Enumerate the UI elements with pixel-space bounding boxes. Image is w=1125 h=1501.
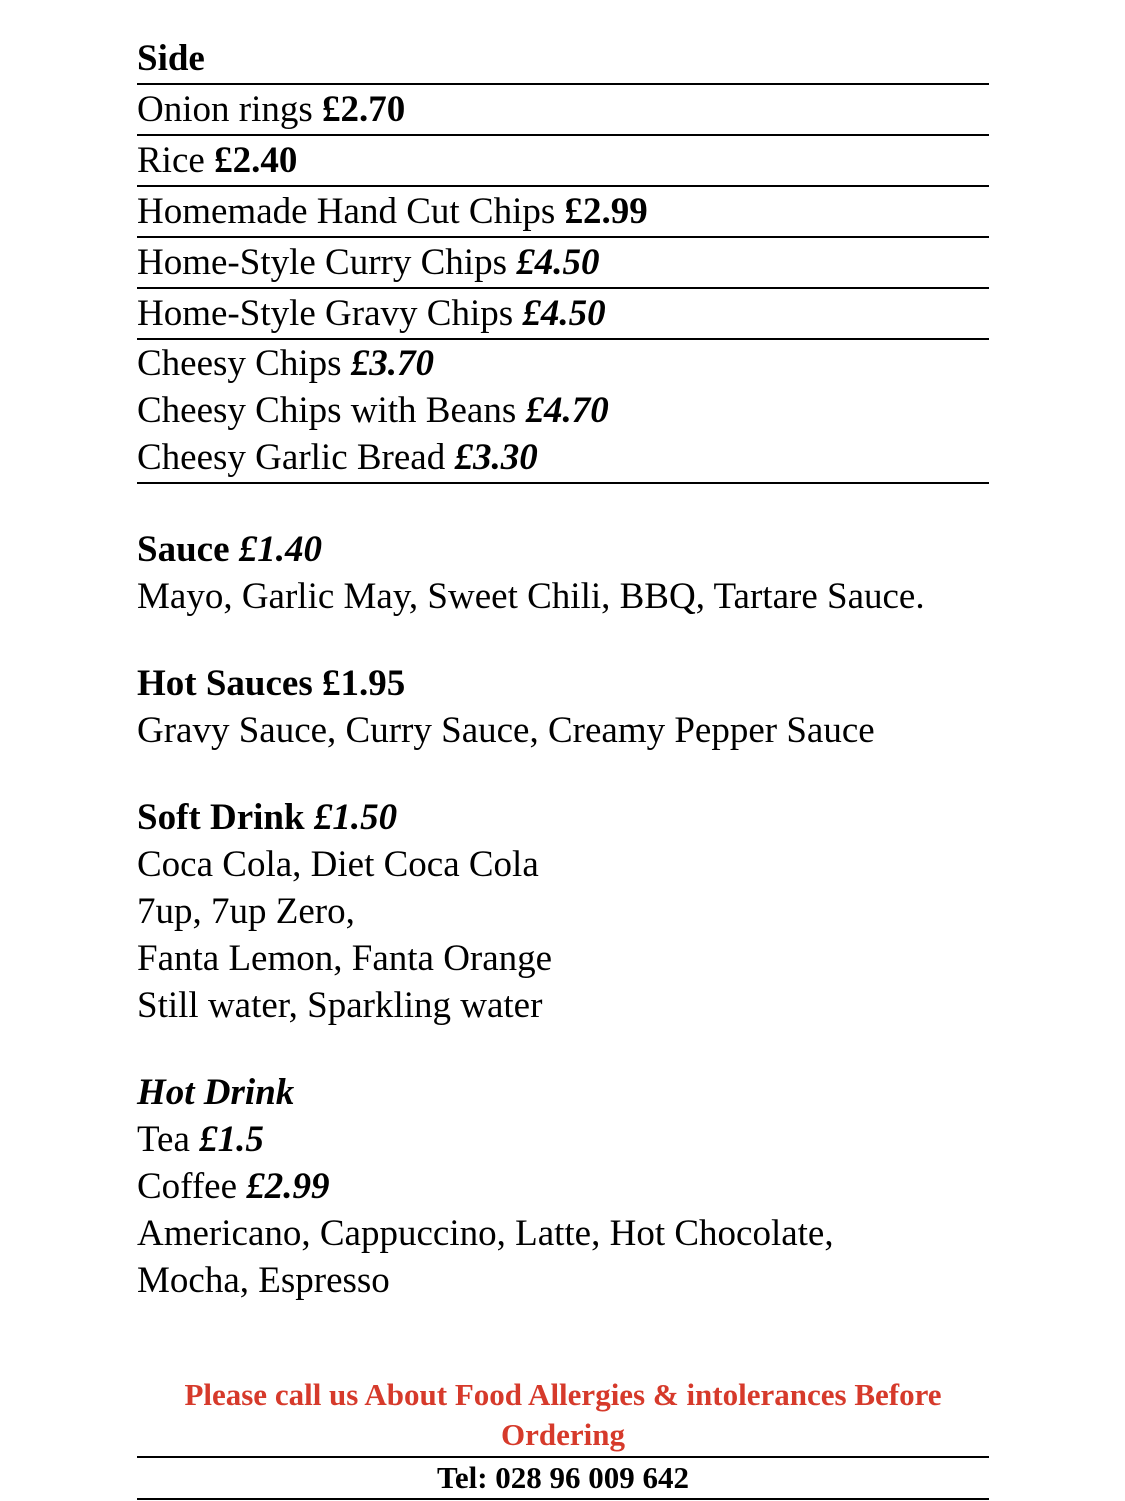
side-section-title: Side	[137, 34, 989, 85]
soft-drink-line: Fanta Lemon, Fanta Orange	[137, 938, 553, 979]
item-price: £3.30	[454, 437, 538, 478]
sauce-options: Mayo, Garlic May, Sweet Chili, BBQ, Tartare Sauce.	[137, 576, 925, 617]
sauce-title-text: Sauce	[137, 529, 230, 570]
phone-number[interactable]: Tel: 028 96 009 642	[137, 1456, 989, 1500]
side-item	[137, 187, 989, 238]
soft-drink-price: £1.50	[313, 797, 398, 838]
item-name: Home-Style Curry Chips	[137, 242, 507, 283]
menu-page	[137, 34, 989, 1304]
tea-price: £1.5	[199, 1119, 264, 1160]
allergy-notice: Please call us About Food Allergies & intolerances Before Ordering	[184, 1377, 942, 1452]
item-name: Cheesy Garlic Bread	[137, 437, 446, 478]
item-price: £4.50	[522, 293, 606, 334]
hot-drink-section-title: Hot Drink	[137, 1072, 295, 1113]
coffee-types-line: Americano, Cappuccino, Latte, Hot Chocolate,	[137, 1213, 834, 1254]
side-item	[137, 434, 989, 484]
sauce-price: £1.40	[238, 529, 322, 570]
item-name: Onion rings	[137, 89, 313, 130]
soft-drink-section-title	[137, 794, 989, 841]
coffee-price: £2.99	[246, 1166, 330, 1207]
hot-sauces-section-title: Hot Sauces £1.95	[137, 663, 406, 704]
soft-drink-line: 7up, 7up Zero,	[137, 891, 355, 932]
side-item	[137, 289, 989, 340]
item-price: £4.70	[525, 390, 609, 431]
coffee-item	[137, 1163, 989, 1210]
hot-sauces-options: Gravy Sauce, Curry Sauce, Creamy Pepper Sauce	[137, 710, 875, 751]
tea-item	[137, 1116, 989, 1163]
tea-label: Tea	[137, 1119, 190, 1160]
item-price: £2.99	[564, 191, 648, 232]
item-name: Home-Style Gravy Chips	[137, 293, 514, 334]
item-price: £2.70	[322, 89, 406, 130]
footer	[137, 1375, 989, 1500]
soft-drink-line: Coca Cola, Diet Coca Cola	[137, 844, 539, 885]
sauce-section-title	[137, 526, 989, 573]
coffee-types-line: Mocha, Espresso	[137, 1260, 390, 1301]
item-name: Cheesy Chips with Beans	[137, 390, 517, 431]
soft-drink-line: Still water, Sparkling water	[137, 985, 543, 1026]
item-name: Rice	[137, 140, 205, 181]
side-item	[137, 238, 989, 289]
coffee-label: Coffee	[137, 1166, 237, 1207]
side-item	[137, 136, 989, 187]
side-item	[137, 387, 989, 434]
item-price: £2.40	[214, 140, 298, 181]
item-price: £3.70	[350, 343, 435, 384]
item-price: £4.50	[516, 242, 600, 283]
item-name: Cheesy Chips	[137, 343, 342, 384]
side-item	[137, 340, 989, 387]
soft-drink-title-text: Soft Drink	[137, 797, 305, 838]
side-item	[137, 85, 989, 136]
item-name: Homemade Hand Cut Chips	[137, 191, 556, 232]
